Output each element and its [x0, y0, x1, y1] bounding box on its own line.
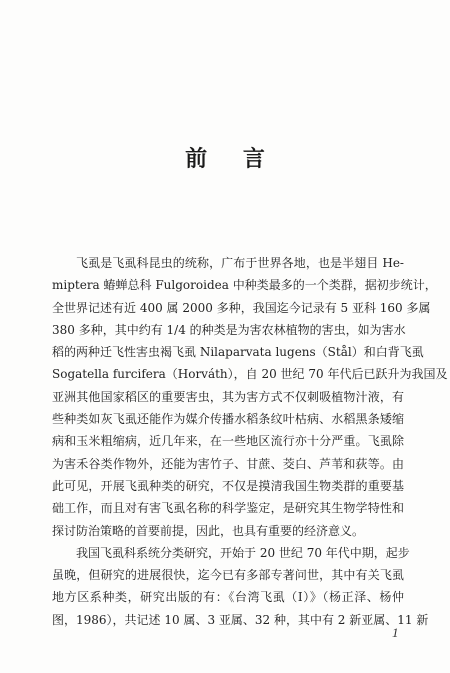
- text-line: 全世界记述有近 400 属 2000 多种，我国迄今记录有 5 亚科 160 多属: [52, 300, 431, 315]
- text-line: 探讨防治策略的首要前提，因此，也具有重要的经济意义。: [52, 523, 365, 538]
- text-line: 飞虱是飞虱科昆虫的统称，广布于世界各地，也是半翅目 He-: [76, 256, 404, 270]
- preface-body: [52, 252, 448, 631]
- text-line: 地方区系种类，研究出版的有：《台湾飞虱（Ⅰ）》（杨正泽、杨仲: [52, 590, 404, 605]
- text-line: 础工作，而且对有害飞虱名称的科学鉴定，是研究其生物学特性和: [52, 501, 404, 516]
- text-line: 亚洲其他国家稻区的重要害虫，其为害方式不仅刺吸植物汁液，有: [52, 389, 404, 404]
- text-line: Sogatella furcifera（Horváth），自 20 世纪 70 年代后已跃升为我国及: [52, 367, 448, 382]
- paragraph-1: [52, 252, 448, 542]
- text-line: 380 多种，其中约有 1/4 的种类是为害农林植物的害虫，如为害水: [52, 322, 406, 337]
- paragraph-2: [52, 542, 429, 631]
- text-line: 稻的两种迁飞性害虫褐飞虱 Nilaparvata lugens（Stål）和白背飞虱: [52, 345, 424, 360]
- text-line: 我国飞虱科系统分类研究，开始于 20 世纪 70 年代中期，起步: [76, 545, 410, 560]
- text-line: 些种类如灰飞虱还能作为媒介传播水稻条纹叶枯病、水稻黑条矮缩: [52, 412, 404, 427]
- text-line: 为害禾谷类作物外，还能为害竹子、甘蔗、茭白、芦苇和荻等。由: [52, 456, 404, 471]
- text-line: 病和玉米粗缩病，近几年来，在一些地区流行亦十分严重。飞虱除: [52, 434, 404, 449]
- text-line: 虽晚，但研究的进展很快，迄今已有多部专著问世，其中有关飞虱: [52, 568, 404, 583]
- text-line: miptera 蝽蝉总科 Fulgoroidea 中种类最多的一个类群，据初步统计，: [52, 278, 437, 293]
- text-line: 图，1986），共记述 10 属、3 亚属、32 种，其中有 2 新亚属、11 新: [52, 612, 429, 627]
- page-number: 1: [392, 625, 399, 640]
- text-line: 此可见，开展飞虱种类的研究，不仅是摸清我国生物类群的重要基: [52, 478, 404, 493]
- page-title: 前 言: [185, 146, 279, 172]
